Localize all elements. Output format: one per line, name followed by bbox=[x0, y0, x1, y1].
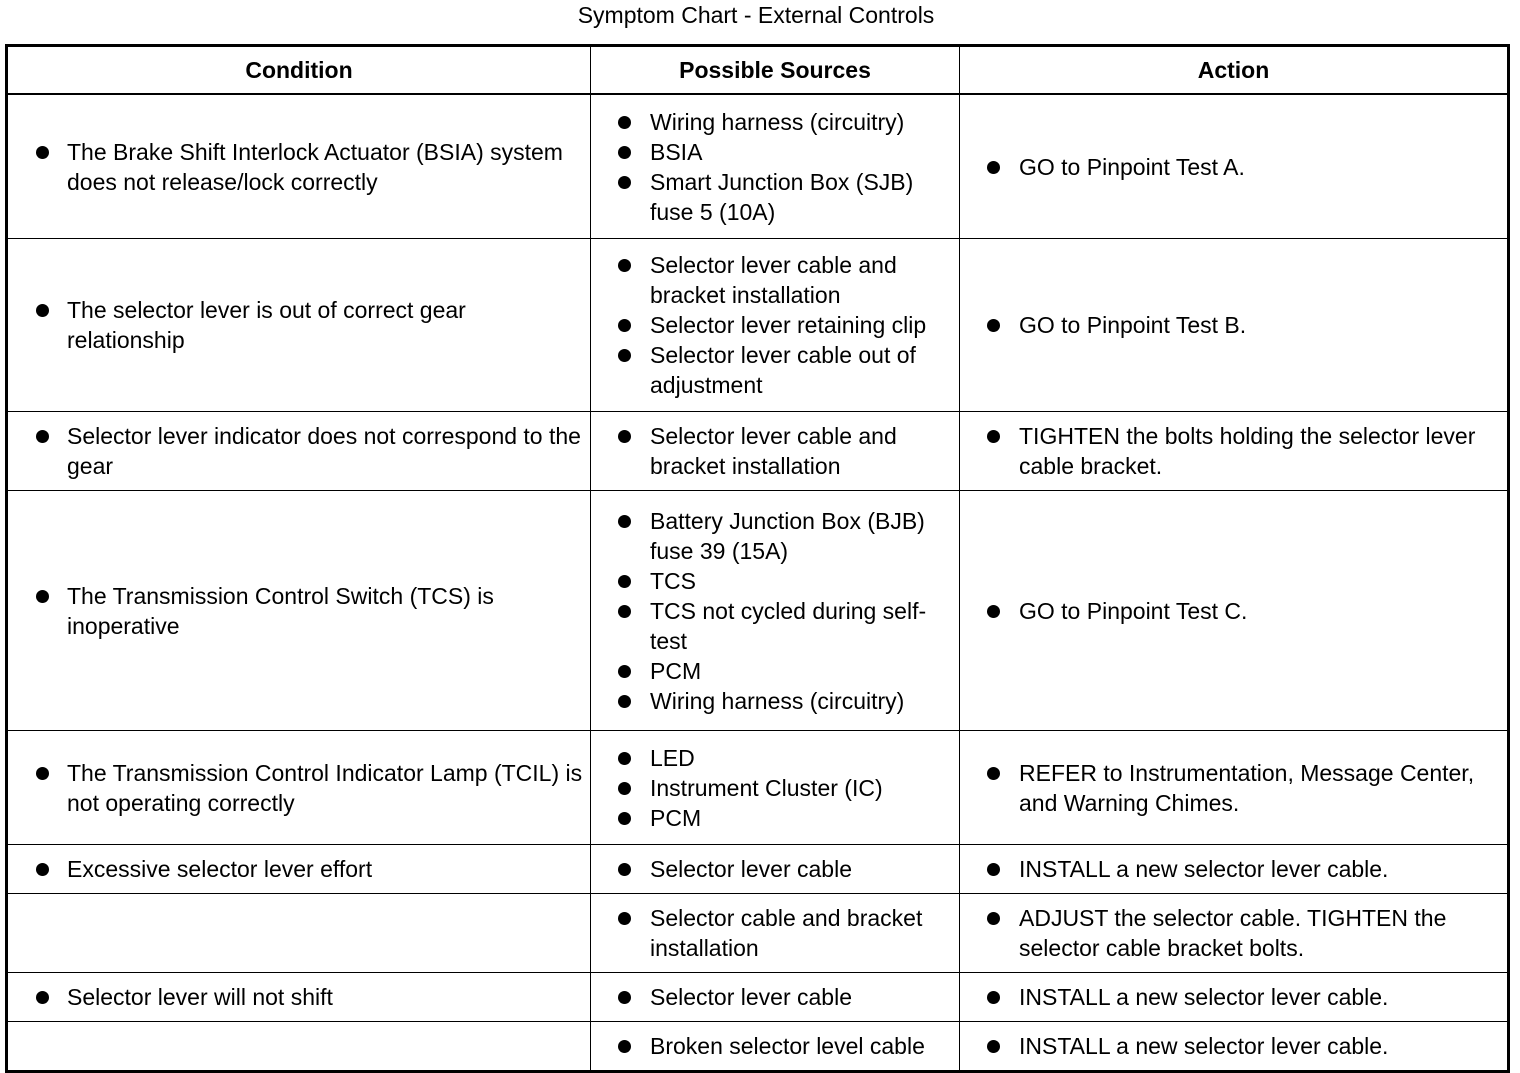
condition-cell bbox=[7, 973, 591, 1022]
sources-list bbox=[591, 903, 953, 963]
list-item: Selector lever cable and bracket installation bbox=[591, 250, 953, 310]
list-item: Selector cable and bracket installation bbox=[591, 903, 953, 963]
action-list bbox=[960, 758, 1501, 818]
condition-list bbox=[8, 854, 584, 884]
list-item: The Transmission Control Indicator Lamp (TCIL) is not operating correctly bbox=[8, 758, 584, 818]
action-list bbox=[960, 854, 1501, 884]
table-row bbox=[7, 894, 1509, 973]
list-item: The selector lever is out of correct gear relationship bbox=[8, 295, 584, 355]
table-row bbox=[7, 412, 1509, 491]
sources-cell bbox=[591, 973, 960, 1022]
table-row bbox=[7, 845, 1509, 894]
condition-list bbox=[8, 581, 584, 641]
sources-cell bbox=[591, 845, 960, 894]
action-cell bbox=[960, 491, 1509, 731]
list-item: TIGHTEN the bolts holding the selector lever cable bracket. bbox=[960, 421, 1501, 481]
list-item: REFER to Instrumentation, Message Center, and Warning Chimes. bbox=[960, 758, 1501, 818]
condition-cell bbox=[7, 239, 591, 412]
list-item: Selector lever cable out of adjustment bbox=[591, 340, 953, 400]
action-list bbox=[960, 421, 1501, 481]
list-item: GO to Pinpoint Test A. bbox=[960, 152, 1501, 182]
condition-cell bbox=[7, 412, 591, 491]
table-row bbox=[7, 1022, 1509, 1072]
list-item: Smart Junction Box (SJB) fuse 5 (10A) bbox=[591, 167, 953, 227]
action-cell bbox=[960, 894, 1509, 973]
list-item: GO to Pinpoint Test C. bbox=[960, 596, 1501, 626]
sources-list bbox=[591, 421, 953, 481]
list-item: PCM bbox=[591, 656, 953, 686]
condition-list bbox=[8, 295, 584, 355]
table-row bbox=[7, 491, 1509, 731]
list-item: Selector lever cable bbox=[591, 854, 953, 884]
action-list bbox=[960, 1031, 1501, 1061]
action-cell bbox=[960, 412, 1509, 491]
sources-list bbox=[591, 1031, 953, 1061]
list-item: Selector lever retaining clip bbox=[591, 310, 953, 340]
condition-cell bbox=[7, 894, 591, 973]
sources-list bbox=[591, 982, 953, 1012]
table-row bbox=[7, 731, 1509, 845]
action-list bbox=[960, 982, 1501, 1012]
header-possible-sources: Possible Sources bbox=[591, 46, 960, 95]
action-cell bbox=[960, 1022, 1509, 1072]
sources-cell bbox=[591, 731, 960, 845]
sources-list bbox=[591, 743, 953, 833]
list-item: BSIA bbox=[591, 137, 953, 167]
condition-list bbox=[8, 982, 584, 1012]
condition-list bbox=[8, 421, 584, 481]
condition-cell bbox=[7, 845, 591, 894]
list-item: Selector lever indicator does not correspond to the gear bbox=[8, 421, 584, 481]
sources-list bbox=[591, 506, 953, 716]
condition-list bbox=[8, 758, 584, 818]
condition-cell bbox=[7, 491, 591, 731]
symptom-chart-table bbox=[5, 44, 1510, 1073]
table-header-row bbox=[7, 46, 1509, 95]
action-list bbox=[960, 310, 1501, 340]
list-item: GO to Pinpoint Test B. bbox=[960, 310, 1501, 340]
sources-list bbox=[591, 250, 953, 400]
table-body bbox=[7, 94, 1509, 1072]
list-item: LED bbox=[591, 743, 953, 773]
table-row bbox=[7, 239, 1509, 412]
list-item: INSTALL a new selector lever cable. bbox=[960, 1031, 1501, 1061]
action-cell bbox=[960, 845, 1509, 894]
condition-list bbox=[8, 137, 584, 197]
list-item: INSTALL a new selector lever cable. bbox=[960, 982, 1501, 1012]
table-row bbox=[7, 973, 1509, 1022]
sources-list bbox=[591, 854, 953, 884]
list-item: Excessive selector lever effort bbox=[8, 854, 584, 884]
action-list bbox=[960, 596, 1501, 626]
list-item: TCS not cycled during self-test bbox=[591, 596, 953, 656]
action-list bbox=[960, 903, 1501, 963]
list-item: INSTALL a new selector lever cable. bbox=[960, 854, 1501, 884]
table-row bbox=[7, 94, 1509, 239]
sources-cell bbox=[591, 412, 960, 491]
sources-cell bbox=[591, 94, 960, 239]
header-action: Action bbox=[960, 46, 1509, 95]
list-item: Wiring harness (circuitry) bbox=[591, 686, 953, 716]
page-title: Symptom Chart - External Controls bbox=[577, 2, 935, 28]
list-item: Selector lever will not shift bbox=[8, 982, 584, 1012]
list-item: ADJUST the selector cable. TIGHTEN the selector cable bracket bolts. bbox=[960, 903, 1501, 963]
action-cell bbox=[960, 239, 1509, 412]
action-cell bbox=[960, 94, 1509, 239]
list-item: Selector lever cable and bracket installation bbox=[591, 421, 953, 481]
sources-list bbox=[591, 107, 953, 227]
list-item: The Brake Shift Interlock Actuator (BSIA) system does not release/lock correctly bbox=[8, 137, 584, 197]
condition-cell bbox=[7, 731, 591, 845]
sources-cell bbox=[591, 1022, 960, 1072]
list-item: The Transmission Control Switch (TCS) is inoperative bbox=[8, 581, 584, 641]
sources-cell bbox=[591, 894, 960, 973]
list-item: Instrument Cluster (IC) bbox=[591, 773, 953, 803]
list-item: PCM bbox=[591, 803, 953, 833]
action-list bbox=[960, 152, 1501, 182]
condition-cell bbox=[7, 94, 591, 239]
sources-cell bbox=[591, 239, 960, 412]
list-item: Selector lever cable bbox=[591, 982, 953, 1012]
sources-cell bbox=[591, 491, 960, 731]
condition-cell bbox=[7, 1022, 591, 1072]
action-cell bbox=[960, 973, 1509, 1022]
list-item: TCS bbox=[591, 566, 953, 596]
list-item: Battery Junction Box (BJB) fuse 39 (15A) bbox=[591, 506, 953, 566]
header-condition: Condition bbox=[7, 46, 591, 95]
list-item: Wiring harness (circuitry) bbox=[591, 107, 953, 137]
action-cell bbox=[960, 731, 1509, 845]
list-item: Broken selector level cable bbox=[591, 1031, 953, 1061]
